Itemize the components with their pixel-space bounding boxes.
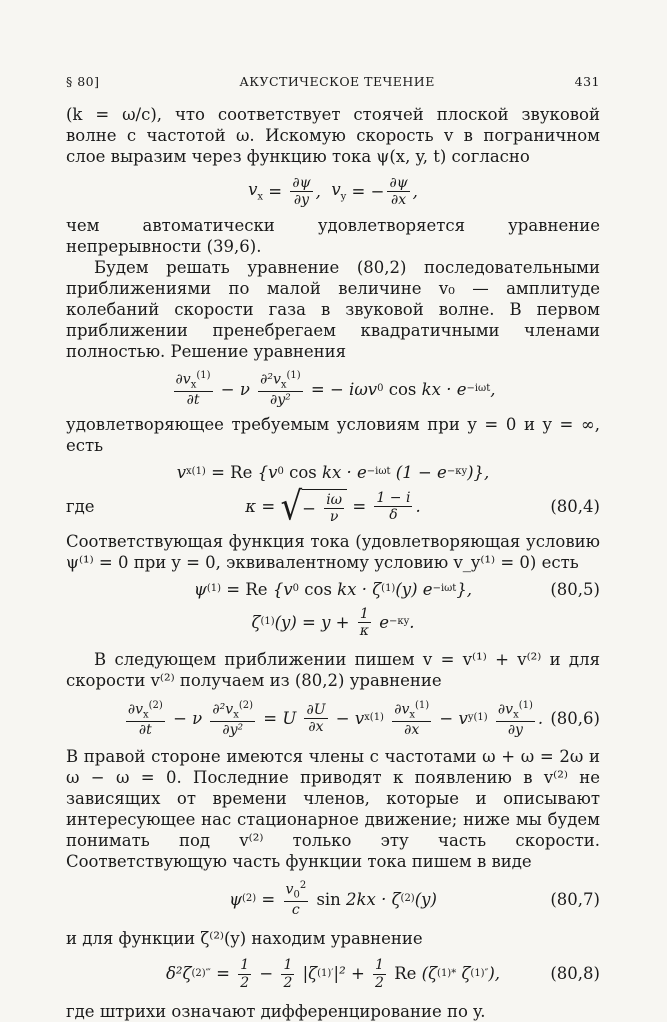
equation-velocity: $v_x$ = $\frac{\partial\psi}{\partial y}$ , $v_y$ = − $\frac{\partial\psi}{\partial x}$ ,: [248, 175, 418, 209]
equation-80-6: $\frac{\partial v_x^{(2)}}{\partial t}$ − ν $\frac{\partial^2v_x^{(2)}}{\text{∂y²}}$ = U $\frac{\partial U}{\partial x}$ − v x (1) $\frac{\partial v_x^{(1)}}{\partial x}$ − v y (1) $\frac{\partial v_x^{(1)}}{\partial y}$ . (80,6): [127, 699, 600, 738]
paragraph-8: и для функции ζ⁽²⁾(y) находим уравнение: [66, 929, 423, 949]
paragraph-2: чем автоматически удовлетворяется уравнение непрерывности (39,6).: [66, 215, 600, 256]
equation-first-solution: v x (1) = Re {v 0 cos kx · e −iωt (1 − e −κy )},: [176, 462, 490, 482]
equation-number-80-4: (80,4): [550, 497, 600, 517]
paragraph-9: где штрихи означают дифференцирование по y.: [66, 1001, 486, 1021]
equation-number-80-5: (80,5): [550, 580, 600, 600]
paragraph-3: Будем решать уравнение (80,2) последовательными приближениями по малой величине v₀ — амплитуде колебаний скорости газа в звуковой волне. В первом приближении пренебрегаем квадратичными членами полностью. Решение уравнения: [66, 257, 600, 362]
paragraph-5: Соответствующая функция тока (удовлетворяющая условию ψ⁽¹⁾ = 0 при y = 0, эквивалентному условию v_y⁽¹⁾ = 0) есть: [66, 531, 600, 572]
section-mark: § 80]: [66, 74, 100, 89]
equation-number-80-8: (80,8): [550, 964, 600, 984]
page-number: 431: [574, 74, 600, 89]
paragraph-1: (k = ω/c), что соответствует стоячей плоской звуковой волне с частотой ω. Искомую скорость v в пограничном слое выразим через функцию тока ψ(x, y, t) согласно: [66, 105, 600, 167]
equation-80-4: где κ = √ − $\frac{i\omega}{\nu}$ = $\frac{1 - i}{\delta}$ . (80,4): [66, 483, 600, 530]
page-title: АКУСТИЧЕСКОЕ ТЕЧЕНИЕ: [239, 74, 435, 89]
equation-80-5a: ψ (1) = Re {v 0 cos kx · ζ (1) (y) e −iωt }, (80,5): [193, 580, 600, 600]
equation-number-80-6: (80,6): [550, 709, 600, 729]
paragraph-7: В правой стороне имеются члены с частотами ω + ω = 2ω и ω − ω = 0. Последние приводят к появлению в v⁽²⁾ не зависящих от времени членов, которые и описывают интересующее нас стационарное движение; ниже мы будем понимать под v⁽²⁾ только эту часть скорости. Соответствующую часть функции тока пишем в виде: [66, 746, 600, 872]
equation-80-7: ψ (2) = $\frac{v_0^2}{c}$ sin 2kx · ζ (2) (y) (80,7): [229, 880, 600, 919]
equation-80-8: δ²ζ (2)‴ = $\frac{1}{2}$ − $\frac{1}{2}$ |ζ (1)′ |² + $\frac{1}{2}$ Re (ζ (1)* ζ (1)″ ), (80,8): [165, 957, 600, 991]
paragraph-6: В следующем приближении пишем v = v⁽¹⁾ + v⁽²⁾ и для скорости v⁽²⁾ получаем из (80,2) уравнение: [66, 650, 600, 691]
page: [66, 74, 600, 1022]
paragraph-4: удовлетворяющее требуемым условиям при y = 0 и y = ∞, есть: [66, 415, 600, 456]
equation-linear: $\frac{\partial v_x^{(1)}}{\partial t}$ − ν $\frac{\partial^2v_x^{(1)}}{\text{∂y²}}$ = − iωv 0 cos kx · e −iωt ,: [175, 370, 496, 409]
equation-number-80-7: (80,7): [550, 889, 600, 909]
where-label: где: [66, 497, 95, 517]
equation-80-5b: ζ (1) (y) = y + $\frac{1}{\kappa}$ e −κy .: [251, 606, 415, 640]
running-header: [66, 74, 600, 90]
